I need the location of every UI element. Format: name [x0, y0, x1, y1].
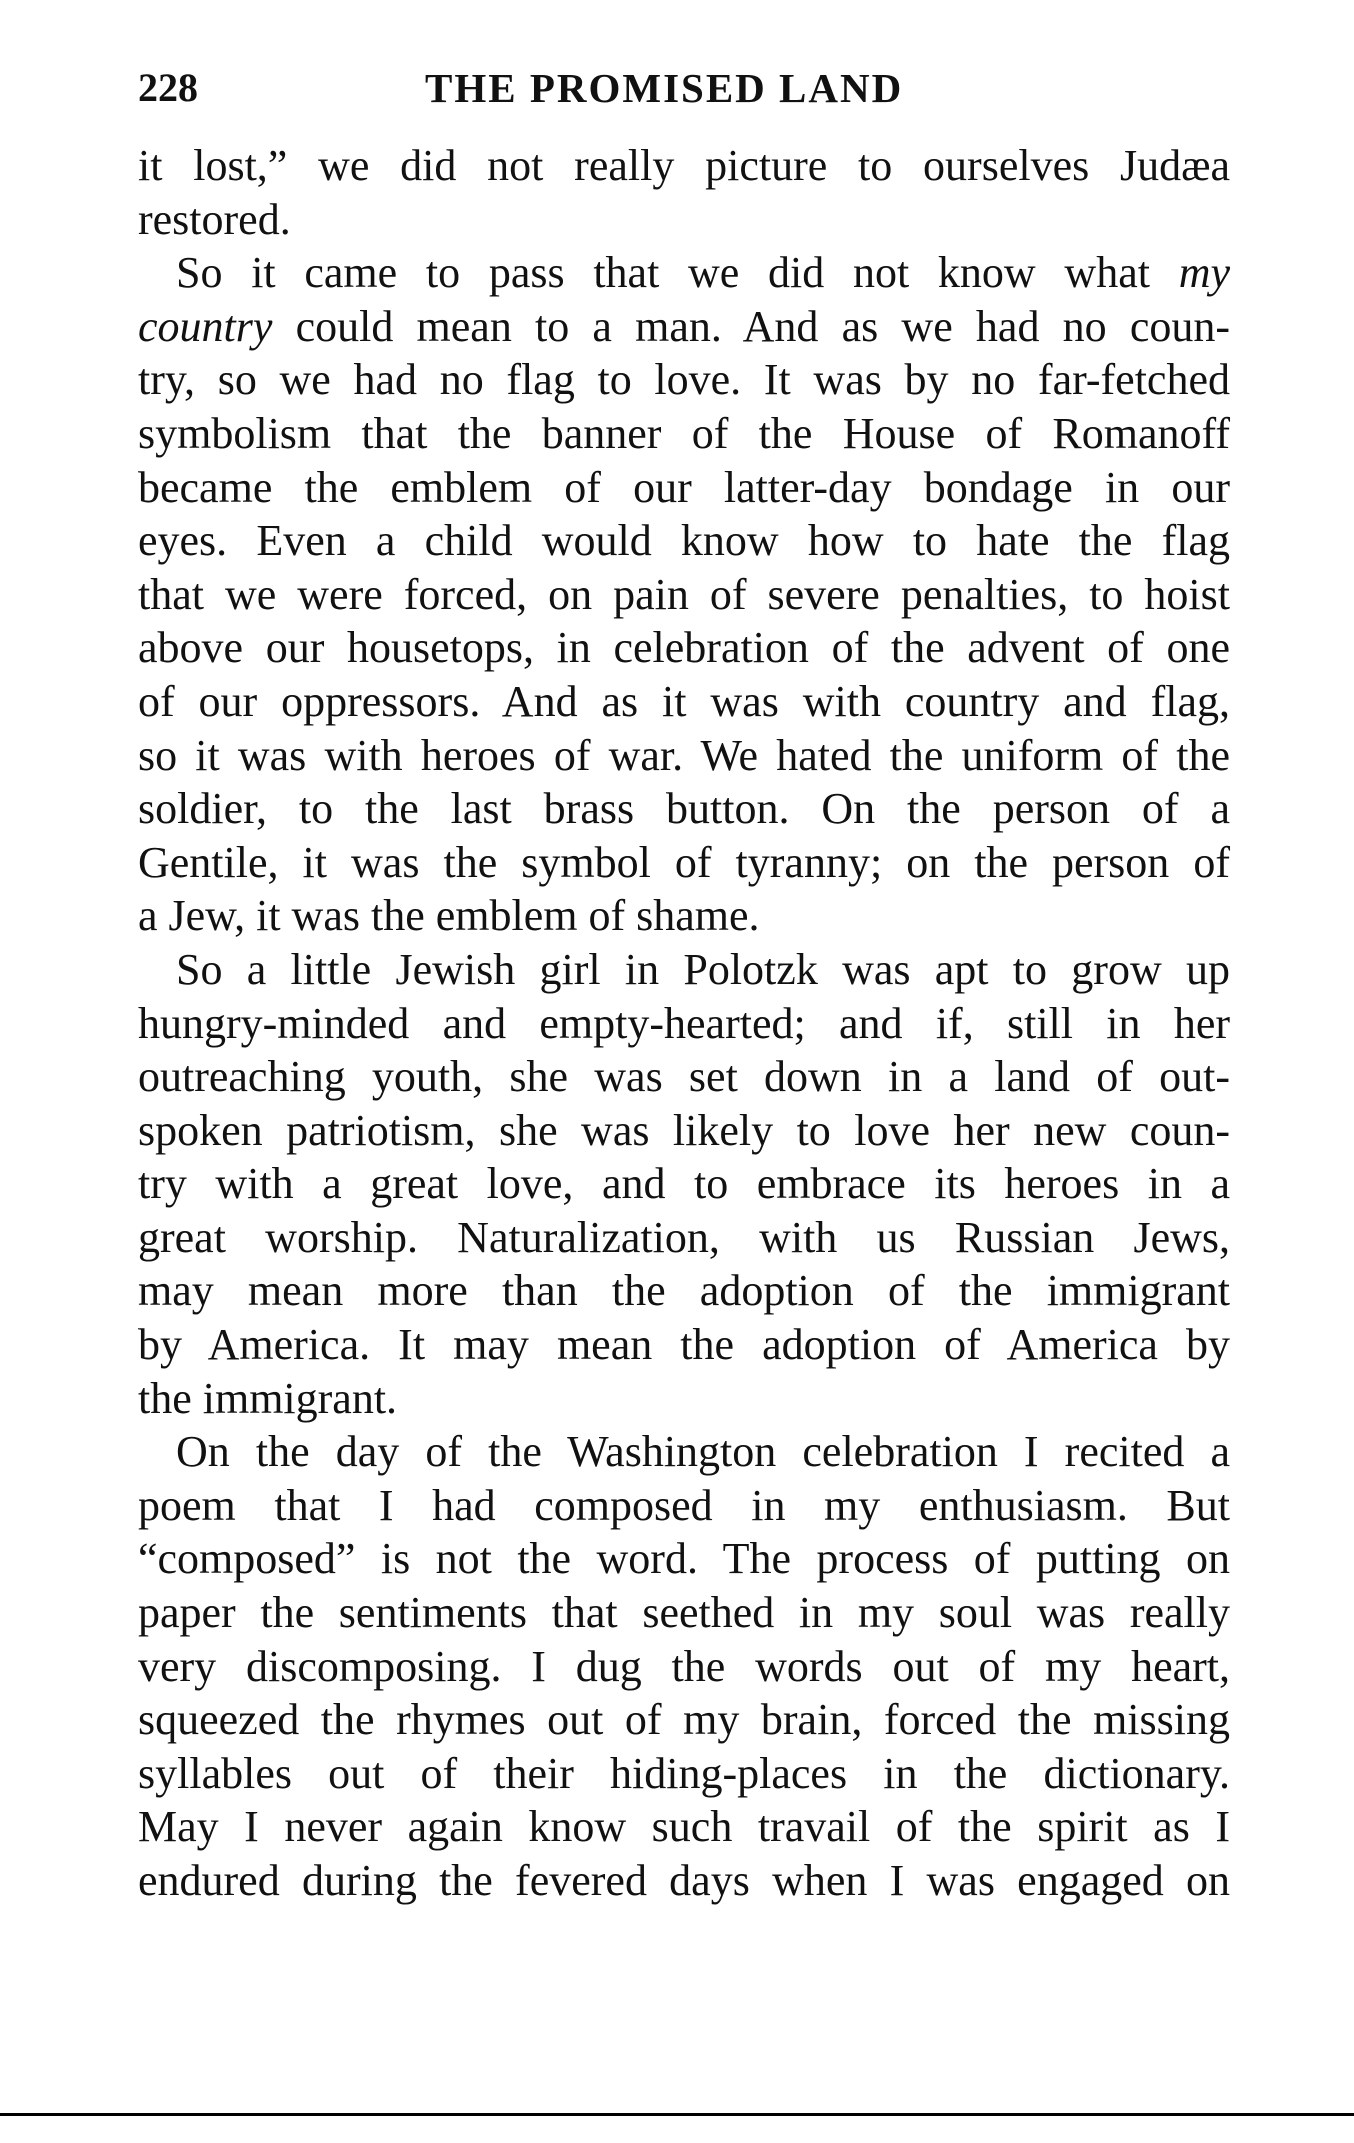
text-line: hungry-minded and empty-hearted; and if, still in her: [138, 998, 1230, 1048]
text-line: that we were forced, on pain of severe penalties, to hoist: [138, 569, 1230, 619]
text-line: it lost,” we did not really picture to ourselves Judæa: [138, 141, 1230, 190]
text-line: soldier, to the last brass button. On the person of a: [138, 784, 1230, 834]
running-title: THE PROMISED LAND: [425, 65, 904, 111]
page-header: [138, 64, 1230, 124]
text-line: by America. It may mean the adoption of America by: [138, 1320, 1230, 1370]
text-line: May I never again know such travail of the spirit as I: [138, 1802, 1230, 1852]
text-line: Gentile, it was the symbol of tyranny; on the person of: [138, 837, 1230, 887]
text-line: great worship. Naturalization, with us Russian Jews,: [138, 1212, 1230, 1262]
text-line: [138, 246, 1230, 300]
line-roman-text: could mean to a man. And as we had no coun-: [272, 301, 1230, 351]
text-line: became the emblem of our latter-day bondage in our: [138, 462, 1230, 512]
text-line: squeezed the rhymes out of my brain, forced the missing: [138, 1695, 1230, 1745]
text-line: try with a great love, and to embrace its heroes in a: [138, 1159, 1230, 1209]
text-line: above our housetops, in celebration of the advent of one: [138, 623, 1230, 673]
line-roman-text: So it came to pass that we did not know what: [176, 248, 1179, 298]
text-line: syllables out of their hiding-places in the dictionary.: [138, 1748, 1230, 1798]
page-number: 228: [138, 65, 198, 110]
text-line: restored.: [138, 194, 291, 244]
bottom-rule: [0, 2113, 1354, 2116]
text-line: try, so we had no flag to love. It was by no far-fetched: [138, 355, 1230, 405]
text-line: of our oppressors. And as it was with country and flag,: [138, 676, 1230, 726]
text-line: may mean more than the adoption of the immigrant: [138, 1266, 1230, 1316]
text-line: outreaching youth, she was set down in a land of out-: [138, 1052, 1230, 1102]
text-line: so it was with heroes of war. We hated the uniform of the: [138, 730, 1230, 780]
text-line: symbolism that the banner of the House of Romanoff: [138, 408, 1230, 458]
italic-text: my: [1178, 248, 1230, 298]
text-line: endured during the fevered days when I was engaged on: [138, 1856, 1230, 1905]
text-line: eyes. Even a child would know how to hate the flag: [138, 516, 1230, 566]
text-line: the immigrant.: [138, 1373, 398, 1423]
text-line: [138, 300, 1230, 354]
text-line: So a little Jewish girl in Polotzk was apt to grow up: [176, 944, 1230, 994]
text-line: “composed” is not the word. The process of putting on: [138, 1534, 1230, 1584]
text-line: paper the sentiments that seethed in my soul was really: [138, 1588, 1230, 1638]
text-line: spoken patriotism, she was likely to love her new coun-: [138, 1105, 1230, 1155]
text-line: a Jew, it was the emblem of shame.: [138, 891, 760, 941]
text-line: very discomposing. I dug the words out of my heart,: [138, 1641, 1230, 1691]
italic-text: country: [138, 301, 273, 351]
body-text: [138, 139, 1230, 1908]
text-line: On the day of the Washington celebration I recited a: [176, 1427, 1230, 1477]
text-line: poem that I had composed in my enthusiasm. But: [138, 1480, 1230, 1530]
